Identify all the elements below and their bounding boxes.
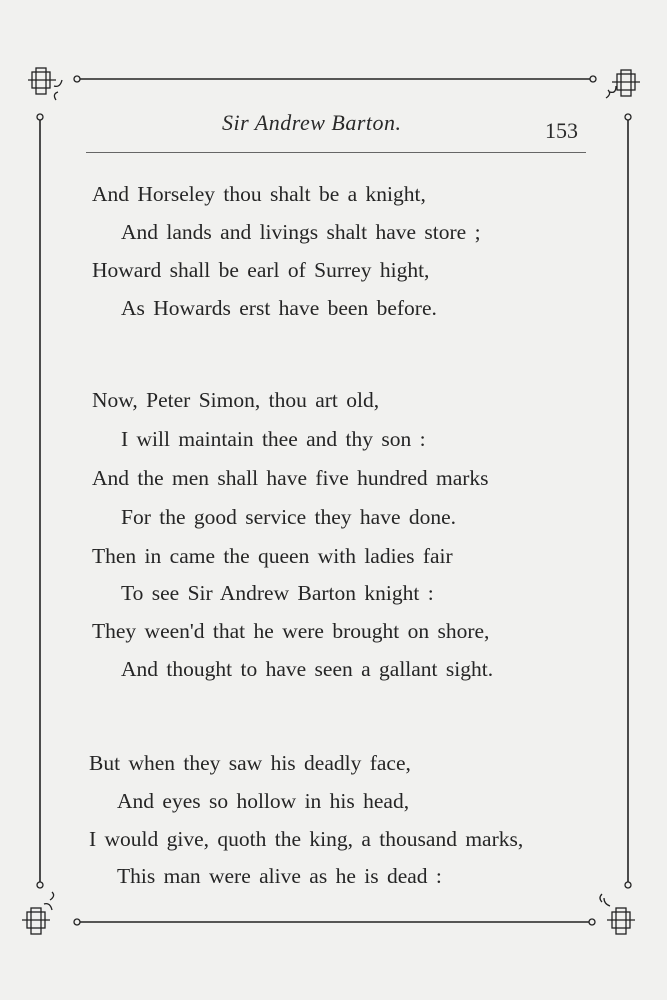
running-title: Sir Andrew Barton. — [222, 110, 402, 135]
verse-line: And Horseley thou shalt be a knight, — [92, 182, 426, 206]
verse-line: They ween'd that he were brought on shore, — [92, 619, 490, 643]
verse-line: For the good service they have done. — [121, 505, 457, 529]
verse-line: And eyes so hollow in his head, — [117, 789, 410, 813]
verse-line: I will maintain thee and thy son : — [121, 427, 426, 451]
corner-ornament-bottom-right-icon — [589, 882, 635, 934]
corner-ornament-bottom-left-icon — [22, 882, 80, 934]
corner-ornament-top-right-icon — [590, 70, 640, 120]
verse-line: Now, Peter Simon, thou art old, — [92, 388, 380, 412]
page-number: 153 — [545, 118, 578, 143]
verse-line: This man were alive as he is dead : — [117, 864, 442, 888]
verse-line: And lands and livings shalt have store ; — [121, 220, 481, 244]
verse-line: And thought to have seen a gallant sight. — [121, 657, 494, 681]
verse-line: I would give, quoth the king, a thousand marks, — [89, 827, 524, 851]
verse-line: But when they saw his deadly face, — [89, 751, 411, 775]
header-rule — [86, 152, 586, 153]
verse-line: And the men shall have five hundred marks — [92, 466, 489, 490]
verse-line: To see Sir Andrew Barton knight : — [121, 581, 434, 605]
verse-line: Howard shall be earl of Surrey hight, — [92, 258, 430, 282]
verse-line: As Howards erst have been before. — [121, 296, 437, 320]
verse-line: Then in came the queen with ladies fair — [92, 544, 453, 568]
corner-ornament-top-left-icon — [28, 68, 80, 120]
